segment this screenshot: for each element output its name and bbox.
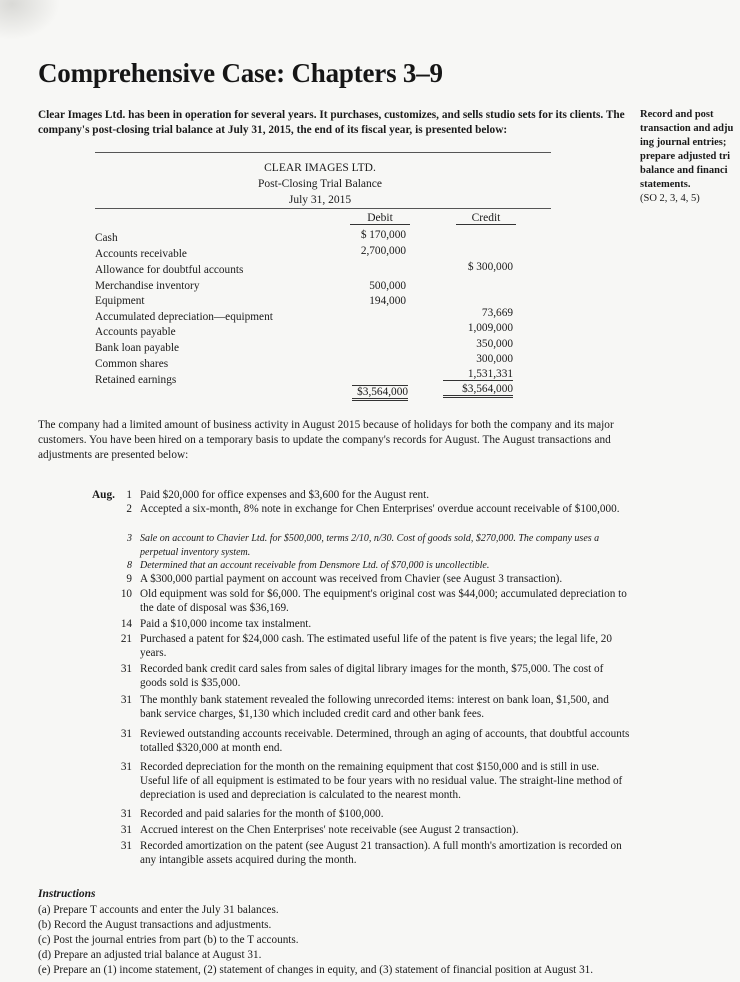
account-name: Accumulated depreciation—equipment bbox=[95, 311, 273, 323]
list-item: (b) Record the August transactions and adjustments. bbox=[38, 919, 272, 931]
total-debit: $3,564,000 bbox=[352, 385, 408, 401]
transaction-text: Paid a $10,000 income tax instalment. bbox=[140, 618, 312, 630]
margin-note-line: prepare adjusted tri bbox=[640, 151, 731, 162]
transaction-text: Old equipment was sold for $6,000. The equipment's original cost was $44,000; accumulated depreciation to the date of disposal was $36,169. bbox=[140, 588, 627, 614]
transaction-text: A $300,000 partial payment on account was received from Chavier (see August 3 transaction). bbox=[140, 573, 563, 585]
transaction-text: Recorded depreciation for the month on the remaining equipment that cost $150,000 and is still in use. Useful life of all equipment is estimated to be four years with no residual value. The straight-line method of depreciation is used and depreciation is calculated to the nearest month. bbox=[140, 761, 623, 801]
margin-note-line: ing journal entries; bbox=[640, 137, 727, 148]
account-name: Retained earnings bbox=[95, 374, 177, 386]
transaction-text: Accrued interest on the Chen Enterprises' note receivable (see August 2 transaction). bbox=[140, 824, 519, 836]
transaction-text: Accepted a six-month, 8% note in exchange for Chen Enterprises' overdue account receivable of $100,000. bbox=[140, 503, 620, 515]
account-name: Allowance for doubtful accounts bbox=[95, 264, 244, 276]
transaction-day: 31 bbox=[120, 694, 132, 706]
list-item: (c) Post the journal entries from part (b) to the T accounts. bbox=[38, 934, 299, 946]
debit-amount: 500,000 bbox=[369, 280, 406, 292]
total-credit: $3,564,000 bbox=[443, 383, 513, 398]
transaction-text: Purchased a patent for $24,000 cash. The estimated useful life of the patent is five years; the legal life, 20 years. bbox=[140, 633, 612, 659]
transaction-day: 21 bbox=[120, 633, 132, 645]
credit-amount: 300,000 bbox=[476, 353, 513, 365]
transaction-text: The monthly bank statement revealed the following unrecorded items: interest on bank loan, $1,500, and bank service charges, $1,130 which included credit card and other bank fees. bbox=[140, 694, 609, 720]
transaction-day: 9 bbox=[126, 573, 132, 585]
debit-amount: 194,000 bbox=[369, 295, 406, 307]
account-name: Accounts receivable bbox=[95, 248, 187, 260]
page-title: Comprehensive Case: Chapters 3–9 bbox=[38, 58, 443, 88]
table-header-rule bbox=[95, 208, 551, 209]
transaction-day: 31 bbox=[120, 728, 132, 740]
table-top-rule bbox=[95, 152, 551, 153]
transaction-day: 2 bbox=[126, 503, 132, 515]
credit-amount: 1,531,331 bbox=[443, 368, 513, 381]
transaction-text: Reviewed outstanding accounts receivable. Determined, through an aging of accounts, that doubtful accounts totalled $320,000 at month end. bbox=[140, 728, 630, 754]
margin-note-line: statements. bbox=[640, 179, 691, 190]
company-name: CLEAR IMAGES LTD. bbox=[264, 162, 376, 174]
transaction-day: 31 bbox=[120, 840, 132, 852]
transaction-text: Recorded and paid salaries for the month of $100,000. bbox=[140, 808, 384, 820]
transaction-day: 3 bbox=[127, 533, 132, 544]
instructions-heading: Instructions bbox=[38, 888, 96, 900]
account-name: Accounts payable bbox=[95, 326, 176, 338]
margin-note-line: balance and financi bbox=[640, 165, 728, 176]
page-shadow bbox=[0, 0, 60, 40]
intro-paragraph: Clear Images Ltd. has been in operation for several years. It purchases, customizes, and sells studio sets for its clients. The company's post-closing trial balance at July 31, 2015, the end of its fiscal year, is presented below: bbox=[38, 109, 625, 136]
credit-column-header: Credit bbox=[456, 212, 516, 225]
list-item: (e) Prepare an (1) income statement, (2) statement of changes in equity, and (3) statement of financial position at August 31. bbox=[38, 964, 594, 976]
account-name: Cash bbox=[95, 232, 118, 244]
transaction-day: 8 bbox=[127, 560, 132, 571]
transaction-day: 31 bbox=[120, 808, 132, 820]
debit-amount: 2,700,000 bbox=[360, 245, 406, 257]
study-objectives: (SO 2, 3, 4, 5) bbox=[640, 193, 700, 204]
month-label: Aug. bbox=[92, 489, 115, 501]
statement-date: July 31, 2015 bbox=[288, 194, 352, 206]
transaction-text: Determined that an account receivable from Densmore Ltd. of $70,000 is uncollectible. bbox=[140, 560, 490, 571]
statement-name: Post-Closing Trial Balance bbox=[258, 178, 382, 190]
account-name: Bank loan payable bbox=[95, 342, 180, 354]
account-name: Equipment bbox=[95, 295, 145, 307]
transaction-day: 31 bbox=[120, 824, 132, 836]
margin-note-line: transaction and adju bbox=[640, 123, 734, 134]
credit-amount: 73,669 bbox=[481, 307, 513, 319]
transaction-text: Paid $20,000 for office expenses and $3,600 for the August rent. bbox=[140, 489, 430, 501]
transaction-text: Sale on account to Chavier Ltd. for $500,000, terms 2/10, n/30. Cost of goods sold, $270,000. The company uses a perpetual inventory system. bbox=[140, 533, 600, 558]
credit-amount: 1,009,000 bbox=[467, 322, 513, 334]
account-name: Common shares bbox=[95, 358, 169, 370]
transaction-text: Recorded amortization on the patent (see August 21 transaction). A full month's amortization is recorded on any intangible assets acquired during the month. bbox=[140, 840, 622, 866]
context-paragraph: The company had a limited amount of business activity in August 2015 because of holidays for both the company and its major customers. You have been hired on a temporary basis to update the company's records for August. The August transactions and adjustments are presented below: bbox=[38, 419, 614, 461]
transaction-day: 14 bbox=[120, 618, 132, 630]
margin-note bbox=[640, 108, 740, 206]
margin-note-line: Record and post bbox=[640, 109, 714, 120]
account-name: Merchandise inventory bbox=[95, 280, 200, 292]
transaction-day: 31 bbox=[120, 761, 132, 773]
transaction-day: 10 bbox=[120, 588, 132, 600]
debit-column-header: Debit bbox=[350, 212, 410, 225]
transaction-text: Recorded bank credit card sales from sales of digital library images for the month, $75,000. The cost of goods sold is $35,000. bbox=[140, 663, 604, 689]
transaction-day: 1 bbox=[126, 489, 132, 501]
credit-amount: 350,000 bbox=[476, 338, 513, 350]
debit-amount: $ 170,000 bbox=[360, 229, 406, 241]
list-item: (d) Prepare an adjusted trial balance at August 31. bbox=[38, 949, 262, 961]
credit-amount: $ 300,000 bbox=[467, 261, 513, 273]
list-item: (a) Prepare T accounts and enter the July 31 balances. bbox=[38, 904, 279, 916]
transaction-day: 31 bbox=[120, 663, 132, 675]
